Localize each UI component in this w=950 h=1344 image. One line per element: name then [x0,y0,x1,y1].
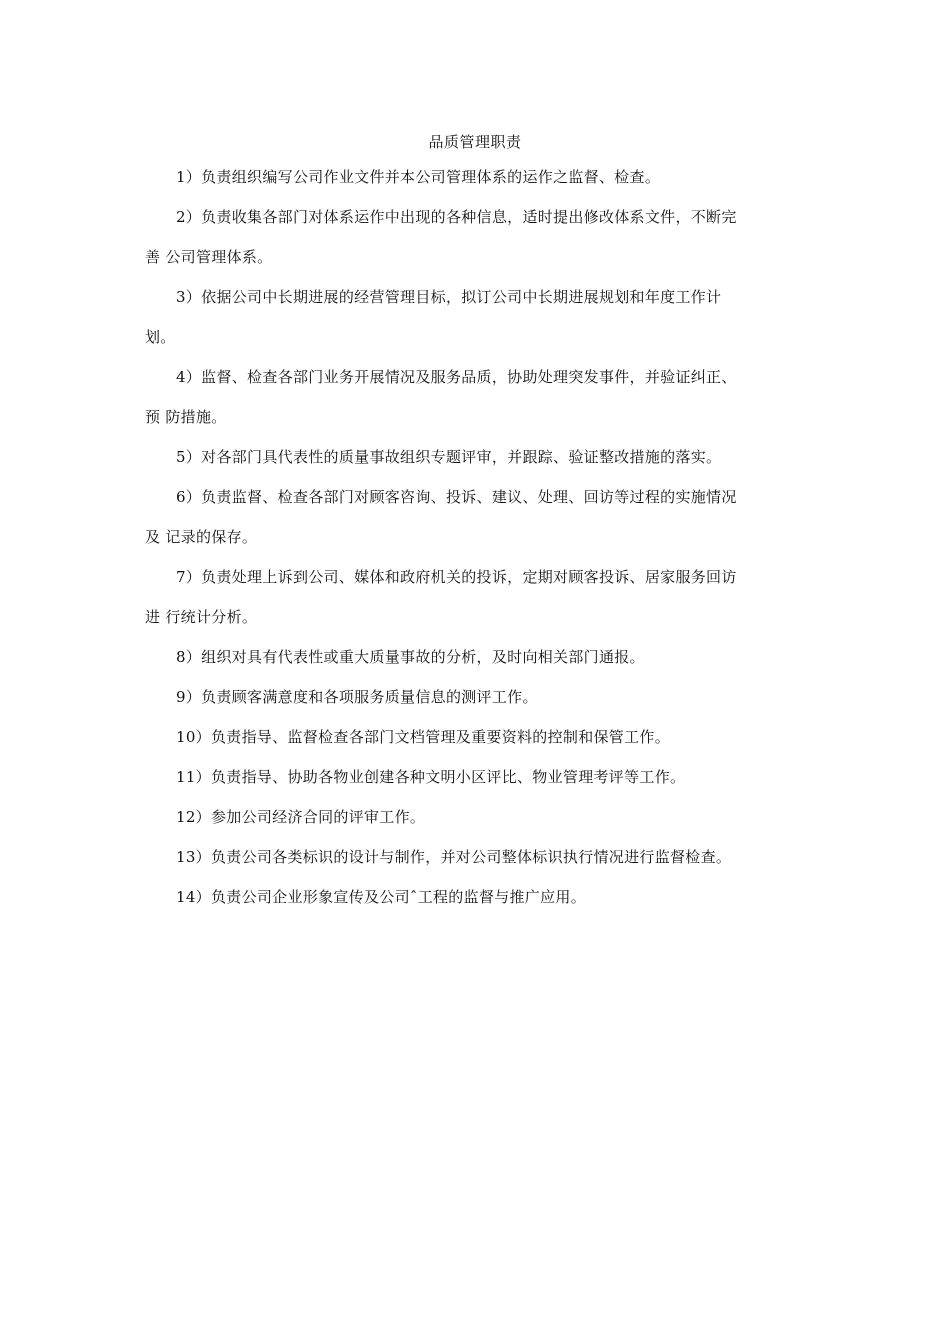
duty-item-line: 12）参加公司经济合同的评审工作。 [176,808,426,826]
duty-item-line: 1）负责组织编写公司作业文件并本公司管理体系的运作之监督、检查。 [176,168,661,186]
duty-item-line: 11）负责指导、协助各物业创建各种文明小区评比、物业管理考评等工作。 [176,768,686,786]
duty-item-14 [145,886,809,908]
duty-item-line: 3）依据公司中长期进展的经营管理目标，拟订公司中长期进展规划和年度工作计 [176,288,722,306]
duty-item-line-continued: 进 行统计分析。 [145,608,258,626]
duty-item-line-continued: 及 记录的保存。 [145,528,258,546]
duty-item-13 [145,846,809,868]
duty-item-2 [145,206,809,268]
duty-item-line-continued: 预 防措施。 [145,408,227,426]
duty-item-line: 6）负责监督、检查各部门对顾客咨询、投诉、建议、处理、回访等过程的实施情况 [176,488,737,506]
duty-item-7 [145,566,809,628]
duty-item-line: 14）负责公司企业形象宣传及公司ˆ工程的监督与推广应用。 [176,888,586,906]
document-title: 品质管理职责 [428,133,522,151]
duty-item-line: 10）负责指导、监督检查各部门文档管理及重要资料的控制和保管工作。 [176,728,670,746]
duty-item-line: 13）负责公司各类标识的设计与制作，并对公司整体标识执行情况进行监督检查。 [176,848,732,866]
duty-item-12 [145,806,809,828]
duty-item-line: 8）组织对具有代表性或重大质量事故的分析，及时向相关部门通报。 [176,648,645,666]
duty-item-8 [145,646,809,668]
duty-item-line: 5）对各部门具代表性的质量事故组织专题评审，并跟踪、验证整改措施的落实。 [176,448,722,466]
duty-item-line: 2）负责收集各部门对体系运作中出现的各种信息，适时提出修改体系文件，不断完 [176,208,737,226]
duty-item-line: 9）负责顾客满意度和各项服务质量信息的测评工作。 [176,688,538,706]
duty-item-3 [145,286,809,348]
duty-item-9 [145,686,809,708]
duty-item-6 [145,486,809,548]
duty-item-11 [145,766,809,788]
duty-item-1 [145,166,809,188]
duty-item-line-continued: 划。 [145,328,176,346]
duty-list [145,166,809,926]
duty-item-line-continued: 善 公司管理体系。 [145,248,273,266]
duty-item-line: 7）负责处理上诉到公司、媒体和政府机关的投诉，定期对顾客投诉、居家服务回访 [176,568,737,586]
duty-item-10 [145,726,809,748]
duty-item-line: 4）监督、检查各部门业务开展情况及服务品质，协助处理突发事件，并验证纠正、 [176,368,737,386]
duty-item-4 [145,366,809,428]
duty-item-5 [145,446,809,468]
